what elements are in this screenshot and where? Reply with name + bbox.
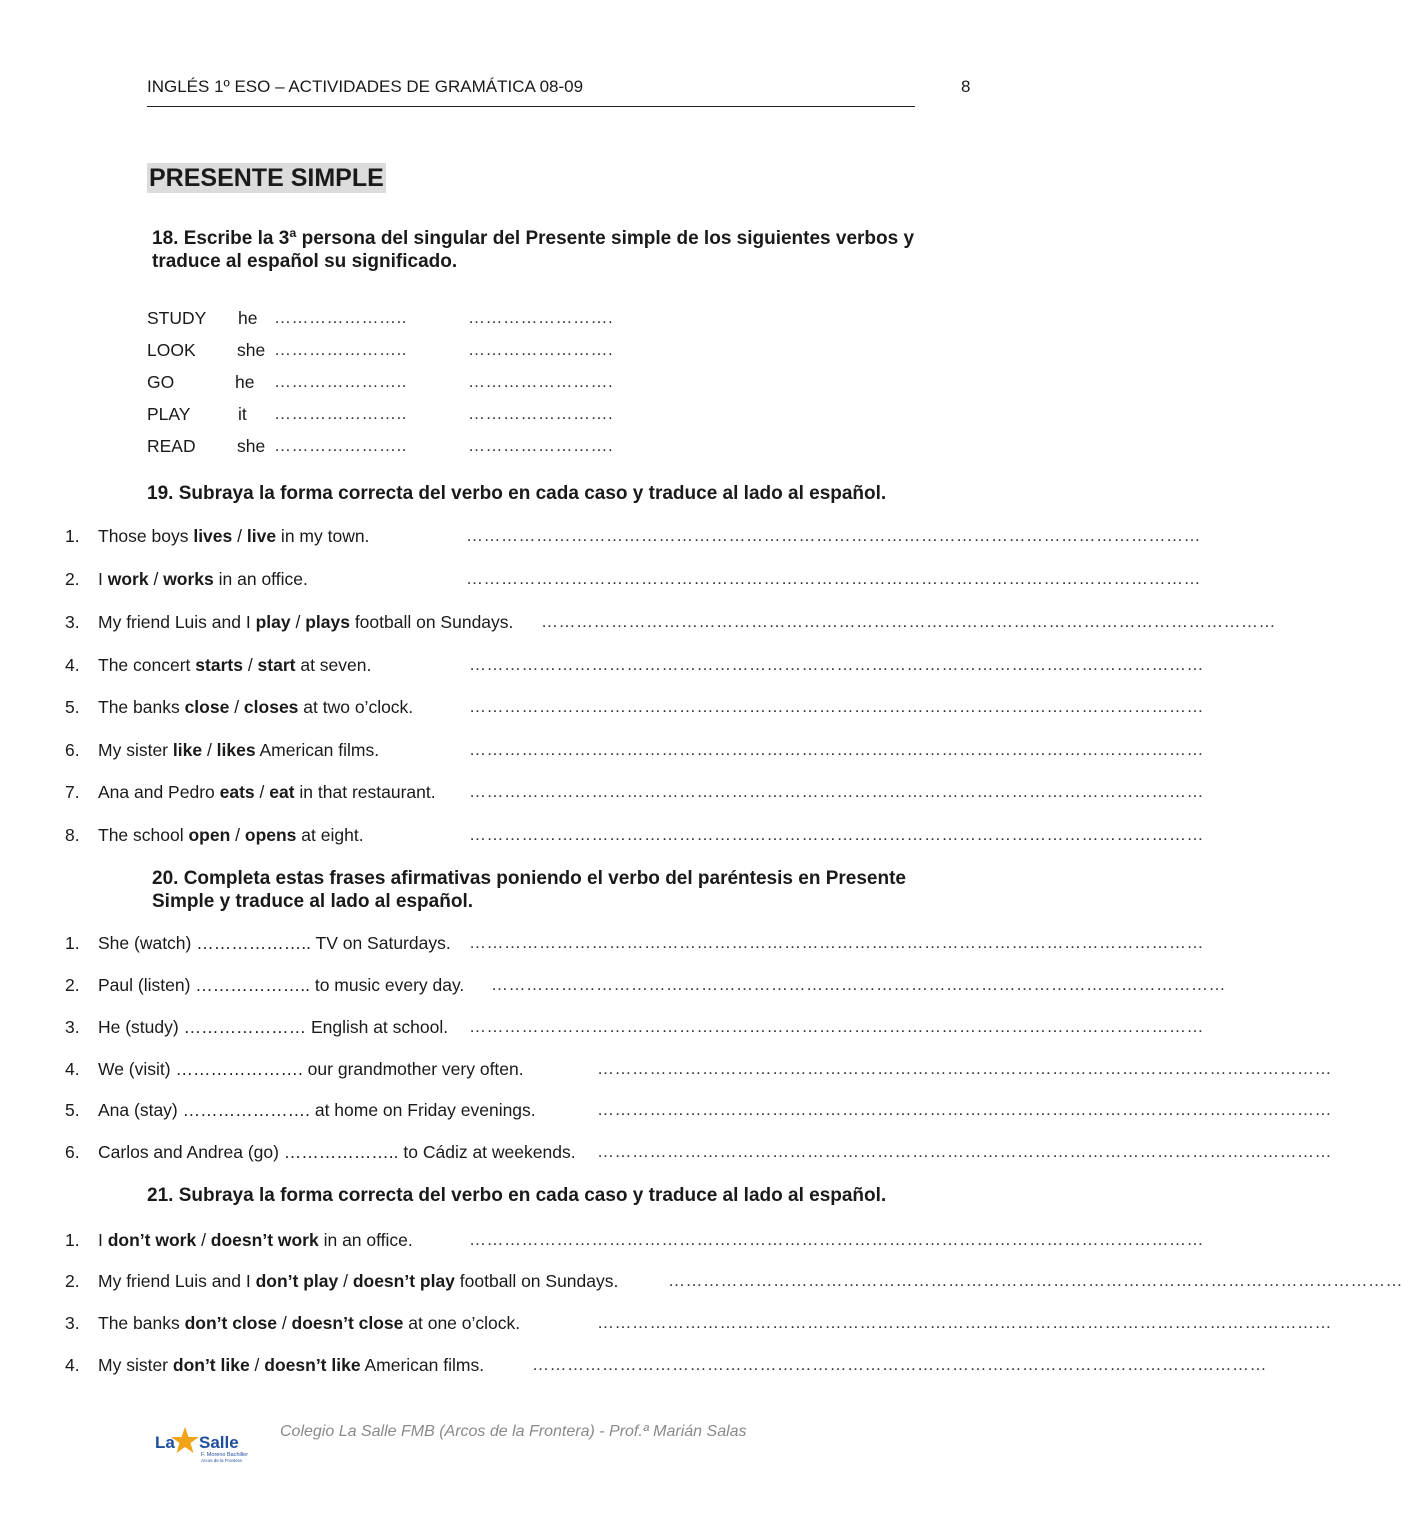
option-a: eats	[219, 782, 255, 802]
option-a: don’t like	[172, 1355, 250, 1375]
logo-sub2: Arcos de la Frontera	[201, 1458, 242, 1463]
answer-blank: …………………..	[274, 308, 407, 327]
logo-text-la: La	[155, 1433, 175, 1452]
sentence	[98, 782, 436, 803]
sentence-start: The concert	[98, 655, 196, 675]
answer-blank: …………………..	[274, 404, 407, 423]
item-number: 3.	[65, 612, 80, 632]
option-a: don’t play	[255, 1271, 339, 1291]
sentence-end: in my town.	[276, 526, 370, 546]
option-b: plays	[305, 612, 350, 632]
sentence	[98, 825, 364, 846]
sentence-end: at one o’clock.	[403, 1313, 521, 1333]
sentence-start: Ana and Pedro	[98, 782, 220, 802]
item-number: 6.	[65, 1142, 80, 1162]
sentence	[98, 1355, 484, 1376]
sentence-start: My friend Luis and I	[98, 1271, 256, 1291]
translation-blank: ………………………………………………………………………………………………………………	[532, 1355, 1267, 1374]
translation-blank: ………………………………………………………………………………………………………………	[491, 975, 1226, 994]
translation-blank: ………………………………………………………………………………………………………………	[469, 782, 1204, 801]
footer-text: Colegio La Salle FMB (Arcos de la Frontera) - Prof.ª Marián Salas	[280, 1423, 747, 1440]
option-b: doesn’t close	[291, 1313, 404, 1333]
translation-blank: ………………………………………………………………………………………………………………	[469, 933, 1204, 952]
item-number: 3.	[65, 1313, 80, 1333]
item-number: 5.	[65, 697, 80, 717]
sentence	[98, 569, 308, 590]
sentence	[98, 655, 371, 676]
option-b: doesn’t play	[352, 1271, 455, 1291]
translation-blank: …………………….	[468, 372, 614, 391]
sentence-start: The banks	[98, 1313, 185, 1333]
option-a: starts	[195, 655, 243, 675]
ex19-instruction: 19. Subraya la forma correcta del verbo en cada caso y traduce al lado al español.	[147, 483, 887, 504]
translation-blank: ………………………………………………………………………………………………………………	[469, 825, 1204, 844]
option-b: live	[246, 526, 277, 546]
sentence: We (visit) …………………. our grandmother very often.	[98, 1059, 524, 1079]
translation-blank: ………………………………………………………………………………………………………………	[466, 526, 1201, 545]
translation-blank: …………………….	[468, 308, 614, 327]
option-separator: /	[249, 1355, 265, 1375]
logo-text-salle: Salle	[199, 1433, 239, 1452]
item-number: 6.	[65, 740, 80, 760]
item-number: 1.	[65, 1230, 80, 1250]
option-a: don’t close	[184, 1313, 277, 1333]
sentence-start: The school	[98, 825, 189, 845]
sentence-end: American films.	[255, 740, 380, 760]
translation-blank: ………………………………………………………………………………………………………………	[469, 740, 1204, 759]
sentence-end: at eight.	[296, 825, 364, 845]
sentence: He (study) ………………… English at school.	[98, 1017, 449, 1037]
translation-blank: ………………………………………………………………………………………………………………	[469, 697, 1204, 716]
sentence	[98, 612, 513, 633]
translation-blank: ………………………………………………………………………………………………………………	[469, 655, 1204, 674]
answer-blank: …………………..	[274, 340, 407, 359]
item-number: 1.	[65, 933, 80, 953]
item-number: 7.	[65, 782, 80, 802]
translation-blank: ………………………………………………………………………………………………………………	[466, 569, 1201, 588]
sentence: Paul (listen) ……………….. to music every day.	[98, 975, 465, 995]
sentence-end: at seven.	[295, 655, 372, 675]
translation-blank: ………………………………………………………………………………………………………………	[668, 1271, 1403, 1290]
logo-sub1: F. Moreno Bachiller	[201, 1452, 249, 1458]
ex20-instruction-line1: 20. Completa estas frases afirmativas poniendo el verbo del paréntesis en Presente	[152, 868, 906, 889]
item-number: 3.	[65, 1017, 80, 1037]
sentence-end: in an office.	[318, 1230, 413, 1250]
option-b: works	[163, 569, 214, 589]
translation-blank: ………………………………………………………………………………………………………………	[597, 1142, 1332, 1161]
page-number: 8	[961, 77, 971, 96]
translation-blank: …………………….	[468, 340, 614, 359]
item-number: 5.	[65, 1100, 80, 1120]
translation-blank: …………………….	[468, 404, 614, 423]
option-separator: /	[290, 612, 306, 632]
sentence	[98, 697, 413, 718]
sentence-end: in that restaurant.	[294, 782, 436, 802]
sentence-start: I	[98, 1230, 108, 1250]
item-number: 4.	[65, 655, 80, 675]
item-number: 1.	[65, 526, 80, 546]
option-separator: /	[230, 825, 245, 845]
option-separator: /	[196, 1230, 211, 1250]
option-separator: /	[338, 1271, 353, 1291]
option-a: don’t work	[107, 1230, 197, 1250]
option-separator: /	[232, 526, 247, 546]
translation-blank: ………………………………………………………………………………………………………………	[541, 612, 1276, 631]
option-b: likes	[216, 740, 256, 760]
item-number: 4.	[65, 1059, 80, 1079]
sentence-start: The banks	[98, 697, 185, 717]
verb-label: GO	[147, 372, 175, 392]
pronoun-label: he	[238, 308, 258, 328]
option-b: opens	[244, 825, 297, 845]
la-salle-logo-mark	[155, 1423, 270, 1465]
ex18-instruction-line2: traduce al español su significado.	[152, 251, 458, 272]
pronoun-label: she	[237, 340, 266, 360]
sentence-end: at two o’clock.	[298, 697, 414, 717]
item-number: 2.	[65, 569, 80, 589]
translation-blank: …………………….	[468, 436, 614, 455]
pronoun-label: she	[237, 436, 266, 456]
document-header-title: INGLÉS 1º ESO – ACTIVIDADES DE GRAMÁTICA 08-09	[147, 77, 584, 96]
option-separator: /	[229, 697, 244, 717]
answer-blank: …………………..	[274, 372, 407, 391]
option-separator: /	[202, 740, 217, 760]
ex21-instruction: 21. Subraya la forma correcta del verbo en cada caso y traduce al lado al español.	[147, 1185, 887, 1206]
sentence-end: football on Sundays.	[349, 612, 514, 632]
pronoun-label: he	[235, 372, 255, 392]
sentence-start: My sister	[98, 740, 173, 760]
pronoun-label: it	[238, 404, 247, 424]
section-title: PRESENTE SIMPLE	[149, 164, 384, 192]
option-a: lives	[193, 526, 233, 546]
option-a: play	[255, 612, 291, 632]
verb-label: PLAY	[147, 404, 191, 424]
sentence: She (watch) ……………….. TV on Saturdays.	[98, 933, 451, 953]
verb-label: LOOK	[147, 340, 196, 360]
item-number: 8.	[65, 825, 80, 845]
option-b: start	[257, 655, 296, 675]
option-a: close	[184, 697, 230, 717]
ex18-instruction-line1: 18. Escribe la 3ª persona del singular del Presente simple de los siguientes verbos y	[152, 228, 915, 249]
sentence	[98, 526, 369, 547]
translation-blank: ………………………………………………………………………………………………………………	[597, 1100, 1332, 1119]
option-b: doesn’t work	[210, 1230, 319, 1250]
sentence-end: in an office.	[213, 569, 308, 589]
sentence	[98, 740, 379, 761]
option-b: doesn’t like	[264, 1355, 361, 1375]
sentence-end: football on Sundays.	[454, 1271, 619, 1291]
sentence: Ana (stay) …………………. at home on Friday evenings.	[98, 1100, 536, 1120]
item-number: 2.	[65, 1271, 80, 1291]
sentence-start: My sister	[98, 1355, 173, 1375]
option-a: open	[188, 825, 231, 845]
star-icon	[171, 1427, 199, 1453]
translation-blank: ………………………………………………………………………………………………………………	[469, 1017, 1204, 1036]
option-separator: /	[254, 782, 270, 802]
sentence	[98, 1271, 618, 1292]
translation-blank: ………………………………………………………………………………………………………………	[469, 1230, 1204, 1249]
sentence-start: I	[98, 569, 108, 589]
translation-blank: ………………………………………………………………………………………………………………	[597, 1313, 1332, 1332]
option-separator: /	[242, 655, 258, 675]
sentence	[98, 1313, 520, 1334]
la-salle-logo	[155, 1423, 270, 1465]
item-number: 2.	[65, 975, 80, 995]
sentence: Carlos and Andrea (go) ……………….. to Cádiz at weekends.	[98, 1142, 576, 1162]
answer-blank: …………………..	[274, 436, 407, 455]
sentence-end: American films.	[360, 1355, 485, 1375]
sentence	[98, 1230, 413, 1251]
option-separator: /	[276, 1313, 292, 1333]
header-rule	[147, 106, 915, 107]
verb-label: STUDY	[147, 308, 207, 328]
option-b: eat	[269, 782, 295, 802]
option-a: like	[172, 740, 203, 760]
option-separator: /	[148, 569, 164, 589]
verb-label: READ	[147, 436, 196, 456]
item-number: 4.	[65, 1355, 80, 1375]
sentence-start: My friend Luis and I	[98, 612, 256, 632]
ex20-instruction-line2: Simple y traduce al lado al español.	[152, 891, 473, 912]
option-a: work	[107, 569, 149, 589]
option-b: closes	[243, 697, 299, 717]
sentence-start: Those boys	[98, 526, 194, 546]
translation-blank: ………………………………………………………………………………………………………………	[597, 1059, 1332, 1078]
